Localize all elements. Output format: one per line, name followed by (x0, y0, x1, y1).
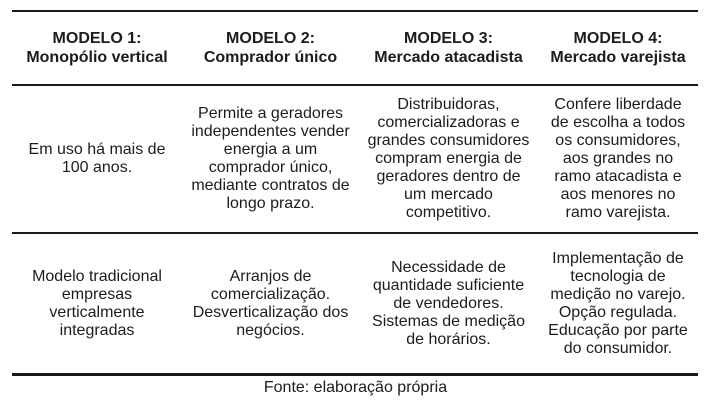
table-cell: Modelo tradicional empresas verticalmente integradas (32, 267, 162, 339)
header-title: MODELO 3: (404, 30, 493, 47)
table-cell: Distribuidoras, comercializadoras e grandes consumidores compram energia de geradores dentro de um mercado competitivo. (367, 96, 530, 221)
table-bottom-rule (12, 373, 698, 376)
table-row-requirements (12, 234, 698, 373)
table-row-characteristics (12, 86, 698, 232)
header-cell-modelo-2 (182, 12, 359, 84)
header-subtitle: Monopólio vertical (26, 49, 168, 66)
header-subtitle: Comprador único (203, 49, 338, 66)
header-cell-modelo-4 (538, 12, 698, 84)
header-title: MODELO 4: (573, 30, 663, 47)
table-cell: Em uso há mais de 100 anos. (28, 141, 166, 176)
header-cell-modelo-1 (12, 12, 182, 84)
source-caption: Fonte: elaboração própria (263, 379, 448, 396)
table-cell: Implementação de tecnologia de medição no varejo. Opção regulada. Educação por parte do consumidor. (548, 249, 688, 357)
comparison-table (12, 10, 698, 376)
table-cell: Arranjos de comercialização. Desverticalização dos negócios. (192, 267, 349, 339)
table-cell: Confere liberdade de escolha a todos os consumidores, aos grandes no ramo atacadista e aos menores no ramo varejista. (550, 96, 686, 221)
header-title: MODELO 2: (226, 30, 315, 47)
table-cell: Necessidade de quantidade suficiente de vendedores. Sistemas de medição de horários. (372, 258, 525, 348)
table-cell: Permite a geradores independentes vender energia a um comprador único, mediante contratos de longo prazo. (191, 105, 350, 212)
table-header-row (12, 12, 698, 84)
header-title: MODELO 1: (52, 30, 142, 47)
header-subtitle: Mercado varejista (550, 49, 686, 66)
header-cell-modelo-3 (359, 12, 538, 84)
header-subtitle: Mercado atacadista (374, 49, 523, 66)
